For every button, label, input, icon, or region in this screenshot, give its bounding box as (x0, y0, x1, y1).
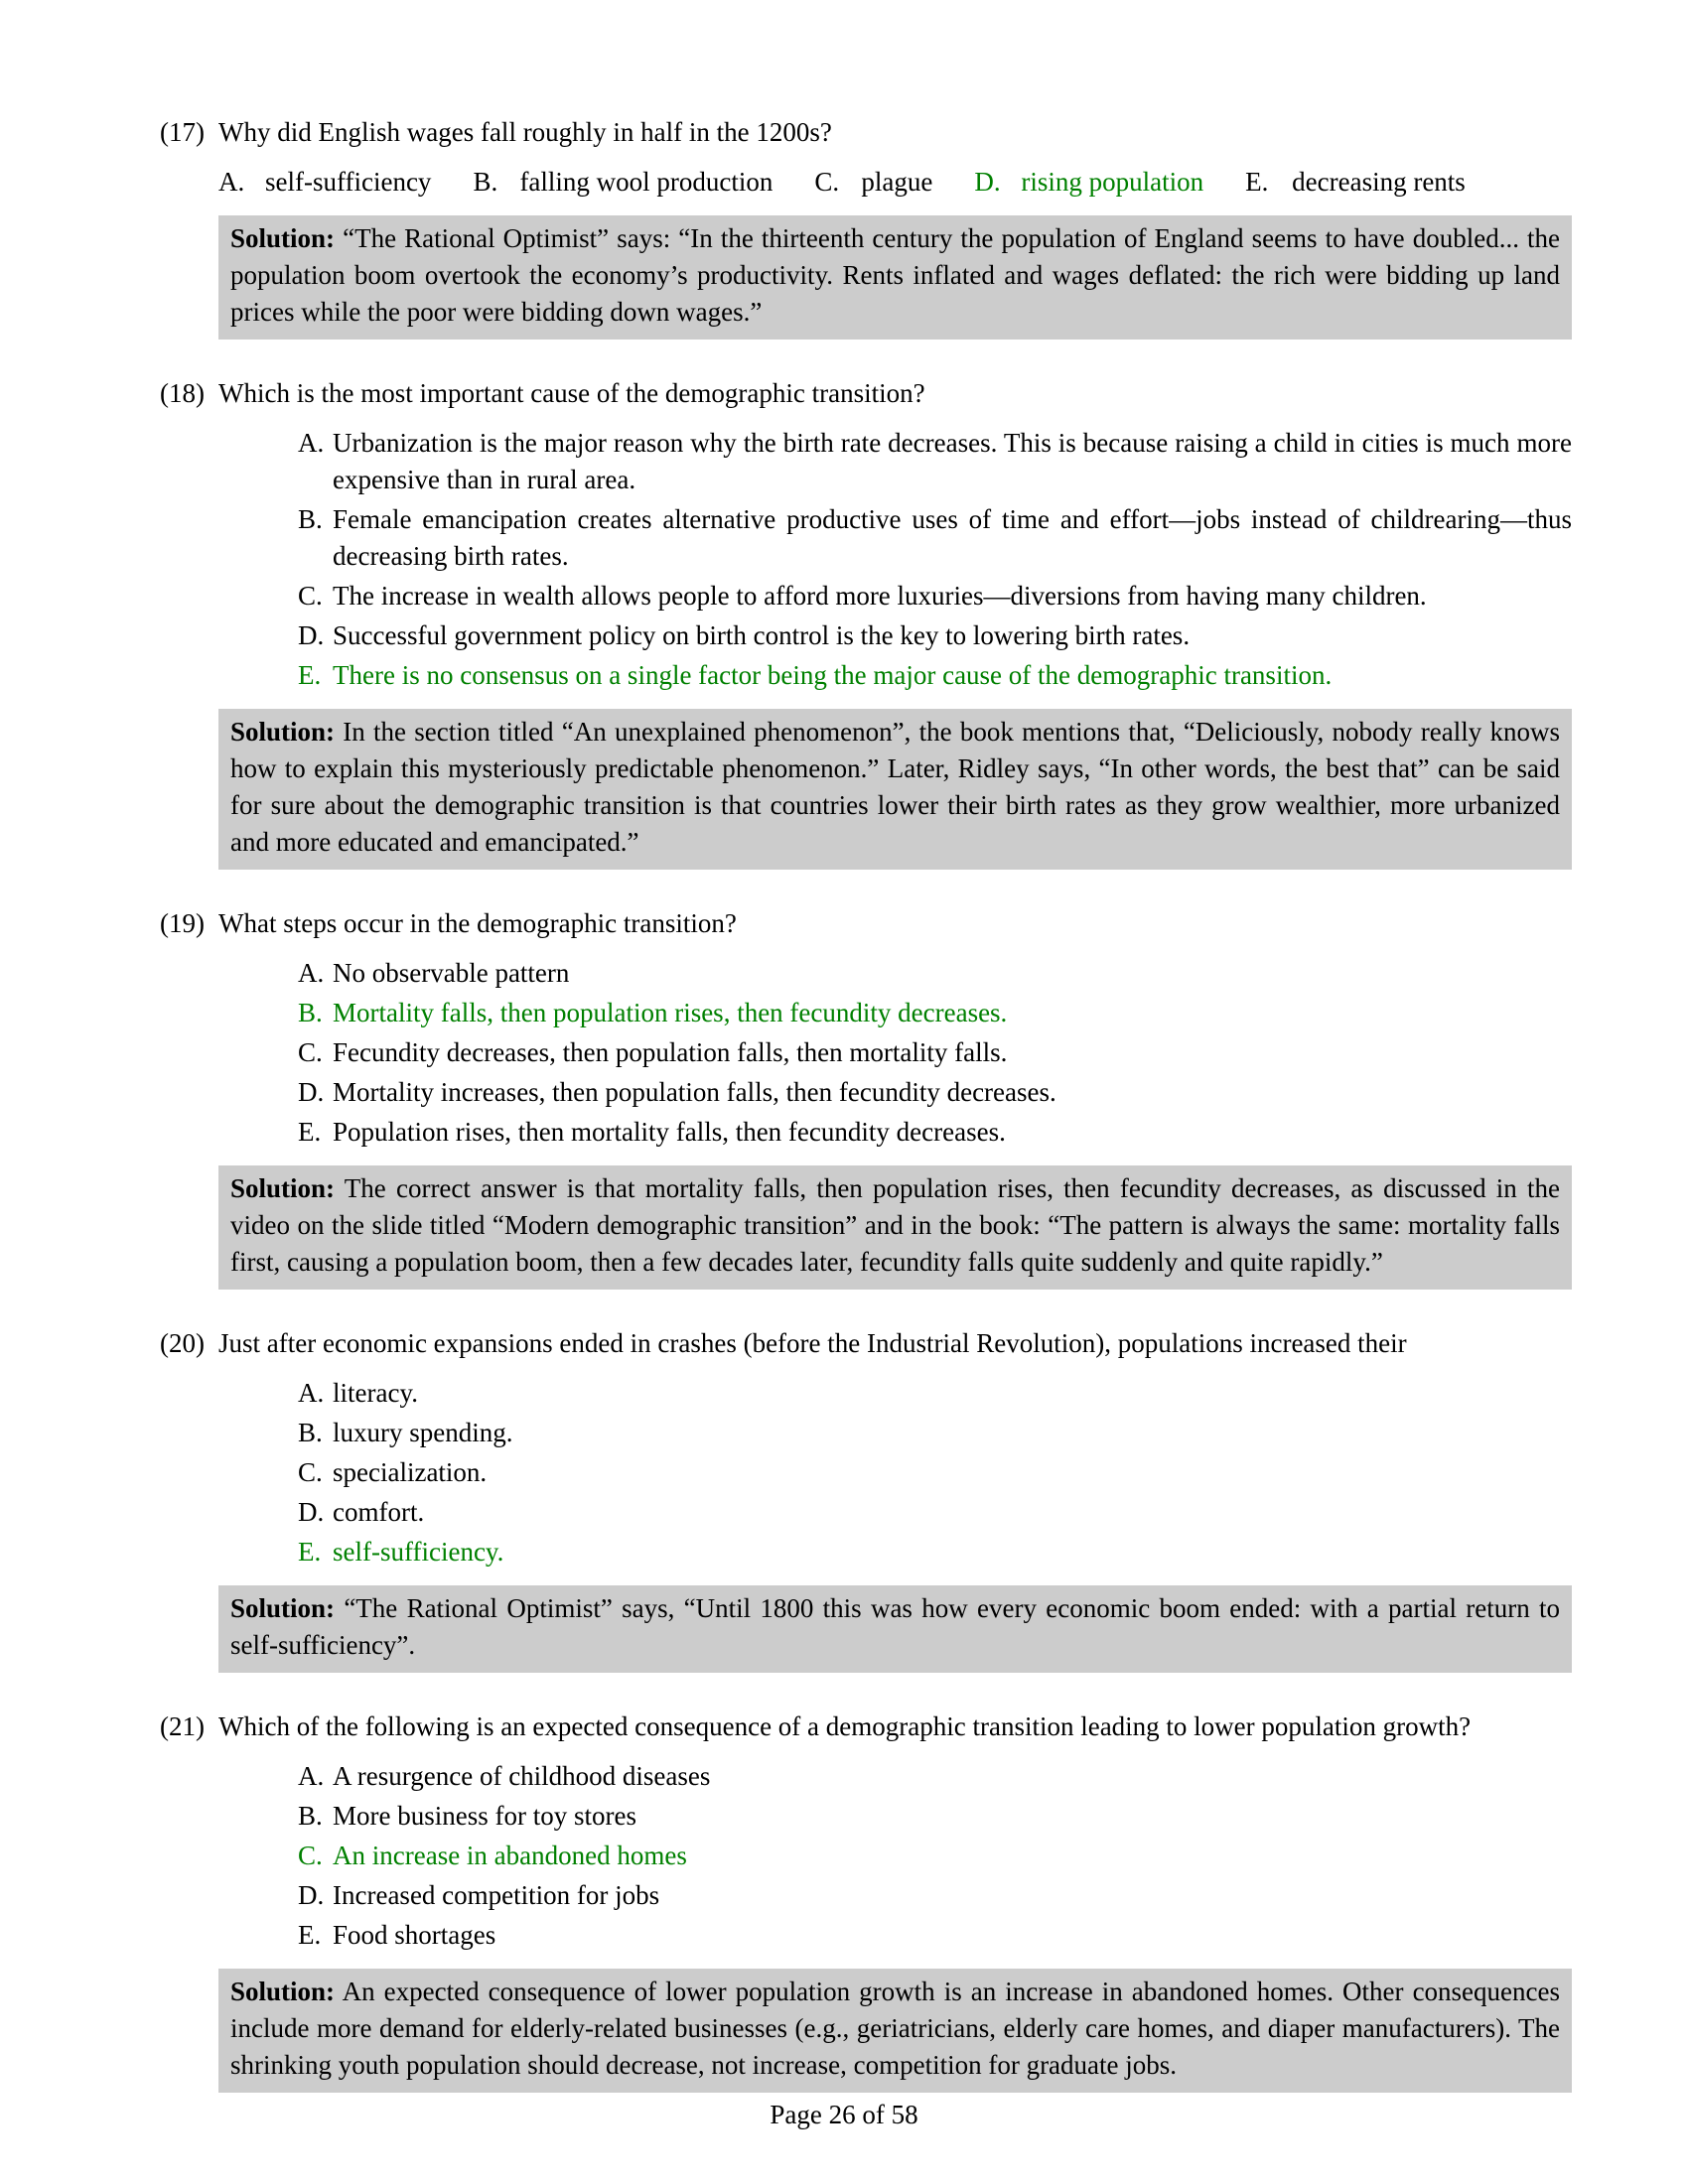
question-18-options (160, 425, 1572, 694)
option-e-correct (298, 657, 1572, 694)
option-text: Mortality increases, then population falls, then fecundity decreases. (333, 1077, 1056, 1107)
solution-box-17 (218, 215, 1572, 340)
question-21-options (160, 1758, 1572, 1954)
page-footer: Page 26 of 58 (770, 2100, 918, 2129)
option-d (298, 1877, 1572, 1914)
option-b (298, 1415, 1572, 1451)
question-number: (17) (160, 117, 205, 147)
question-21-head (160, 1708, 1572, 1745)
question-number: (21) (160, 1711, 205, 1741)
option-a (298, 1375, 1572, 1412)
question-18 (160, 375, 1572, 870)
option-letter: E. (298, 1537, 322, 1567)
option-letter: B. (298, 998, 323, 1027)
option-letter: B. (298, 1418, 323, 1447)
option-letter: E. (298, 660, 322, 690)
question-text: Which is the most important cause of the demographic transition? (218, 378, 925, 408)
option-c (298, 1454, 1572, 1491)
option-letter: C. (298, 1457, 323, 1487)
option-text: falling wool production (519, 167, 774, 197)
solution-box-18 (218, 709, 1572, 870)
option-letter: D. (298, 1880, 325, 1910)
solution-label: Solution: (230, 1593, 336, 1623)
option-text: comfort. (333, 1497, 425, 1527)
solution-text: “The Rational Optimist” says, “Until 1800 this was how every economic boom ended: with a partial return to self-sufficiency”. (230, 1593, 1560, 1660)
option-text: There is no consensus on a single factor being the major cause of the demographic transition. (333, 660, 1333, 690)
option-letter: C. (298, 1841, 323, 1870)
option-letter: E. (298, 1920, 322, 1950)
option-b (298, 1798, 1572, 1835)
question-text: Why did English wages fall roughly in half in the 1200s? (218, 117, 832, 147)
option-letter: C. (814, 167, 840, 197)
option-letter: B. (298, 1801, 323, 1831)
question-number: (18) (160, 378, 205, 408)
option-e (298, 1917, 1572, 1954)
option-text: plague (861, 167, 933, 197)
question-19 (160, 905, 1572, 1290)
option-text: More business for toy stores (333, 1801, 636, 1831)
question-20-options (160, 1375, 1572, 1570)
option-letter: B. (298, 504, 323, 534)
solution-text: An expected consequence of lower population growth is an increase in abandoned homes. Other consequences include more demand for elderly-related businesses (e.g., geriatricians, elderly care homes, and diaper manufacturers). The shrinking youth population should decrease, not increase, competition for graduate jobs. (230, 1977, 1561, 2080)
question-17-head (160, 114, 1572, 151)
option-a (218, 164, 431, 201)
solution-text: In the section titled “An unexplained phenomenon”, the book mentions that, “Deliciously, nobody really knows how to explain this mysteriously predictable phenomenon.” Later, Ridley says, “In other words, the best that” can be said for sure about the demographic transition is that countries lower their birth rates as they grow wealthier, more urbanized and more educated and emancipated.” (230, 717, 1560, 857)
solution-label: Solution: (230, 717, 336, 747)
question-21 (160, 1708, 1572, 2093)
option-e (298, 1114, 1572, 1151)
option-letter: A. (298, 1378, 325, 1408)
question-19-head (160, 905, 1572, 942)
question-text: Just after economic expansions ended in crashes (before the Industrial Revolution), populations increased their (218, 1328, 1407, 1358)
option-e (1245, 164, 1466, 201)
question-20 (160, 1325, 1572, 1673)
option-text: Successful government policy on birth control is the key to lowering birth rates. (333, 620, 1191, 650)
option-letter: C. (298, 581, 323, 611)
option-text: Food shortages (333, 1920, 496, 1950)
option-letter: A. (298, 428, 325, 458)
option-text: decreasing rents (1292, 167, 1466, 197)
option-text: The increase in wealth allows people to afford more luxuries—diversions from having many children. (333, 581, 1427, 611)
option-d (298, 1074, 1572, 1111)
option-c (298, 578, 1572, 614)
option-c (814, 164, 932, 201)
question-20-head (160, 1325, 1572, 1362)
solution-box-19 (218, 1165, 1572, 1290)
option-text: self-sufficiency. (333, 1537, 504, 1567)
question-number: (20) (160, 1328, 205, 1358)
option-c (298, 1034, 1572, 1071)
option-a (298, 1758, 1572, 1795)
option-text: No observable pattern (333, 958, 570, 988)
solution-label: Solution: (230, 223, 336, 253)
option-d (298, 617, 1572, 654)
option-text: Urbanization is the major reason why the birth rate decreases. This is because raising a child in cities is much more expensive than in rural area. (333, 428, 1572, 494)
option-letter: A. (218, 167, 245, 197)
solution-box-20 (218, 1585, 1572, 1673)
question-text: Which of the following is an expected consequence of a demographic transition leading to lower population growth? (218, 1711, 1472, 1741)
solution-box-21 (218, 1969, 1572, 2093)
option-text: luxury spending. (333, 1418, 513, 1447)
option-b (473, 164, 773, 201)
option-b (298, 501, 1572, 575)
question-number: (19) (160, 908, 205, 938)
option-text: self-sufficiency (265, 167, 432, 197)
question-17 (160, 114, 1572, 340)
question-text: What steps occur in the demographic transition? (218, 908, 737, 938)
option-letter: D. (298, 1077, 325, 1107)
option-e-correct (298, 1534, 1572, 1570)
option-text: Female emancipation creates alternative productive uses of time and effort—jobs instead of childrearing—thus decreasing birth rates. (333, 504, 1572, 571)
option-letter: E. (1245, 167, 1269, 197)
option-c-correct (298, 1838, 1572, 1874)
option-letter: A. (298, 958, 325, 988)
option-letter: D. (298, 620, 325, 650)
option-text: Population rises, then mortality falls, then fecundity decreases. (333, 1117, 1006, 1147)
option-text: literacy. (333, 1378, 418, 1408)
option-d (298, 1494, 1572, 1531)
option-text: Mortality falls, then population rises, then fecundity decreases. (333, 998, 1008, 1027)
option-a (298, 955, 1572, 992)
option-letter: D. (974, 167, 1001, 197)
option-text: A resurgence of childhood diseases (333, 1761, 711, 1791)
option-text: rising population (1021, 167, 1204, 197)
option-text: Increased competition for jobs (333, 1880, 660, 1910)
option-a (298, 425, 1572, 498)
question-18-head (160, 375, 1572, 412)
option-letter: C. (298, 1037, 323, 1067)
option-d-correct (974, 164, 1203, 201)
option-letter: A. (298, 1761, 325, 1791)
option-text: specialization. (333, 1457, 488, 1487)
solution-label: Solution: (230, 1173, 336, 1203)
option-letter: E. (298, 1117, 322, 1147)
solution-text: “The Rational Optimist” says: “In the thirteenth century the population of England seems to have doubled... the population boom overtook the economy’s productivity. Rents inflated and wages deflated: the rich were bidding up land prices while the poor were bidding down wages.” (230, 223, 1560, 327)
option-letter: D. (298, 1497, 325, 1527)
option-b-correct (298, 995, 1572, 1031)
option-text: Fecundity decreases, then population falls, then mortality falls. (333, 1037, 1008, 1067)
solution-label: Solution: (230, 1977, 336, 2006)
solution-text: The correct answer is that mortality falls, then population rises, then fecundity decreases, as discussed in the video on the slide titled “Modern demographic transition” and in the book: “The pattern is always the same: mortality falls first, causing a population boom, then a few decades later, fecundity falls quite suddenly and quite rapidly.” (230, 1173, 1561, 1277)
question-17-options (218, 164, 1572, 201)
option-text: An increase in abandoned homes (333, 1841, 687, 1870)
question-19-options (160, 955, 1572, 1151)
option-letter: B. (473, 167, 498, 197)
